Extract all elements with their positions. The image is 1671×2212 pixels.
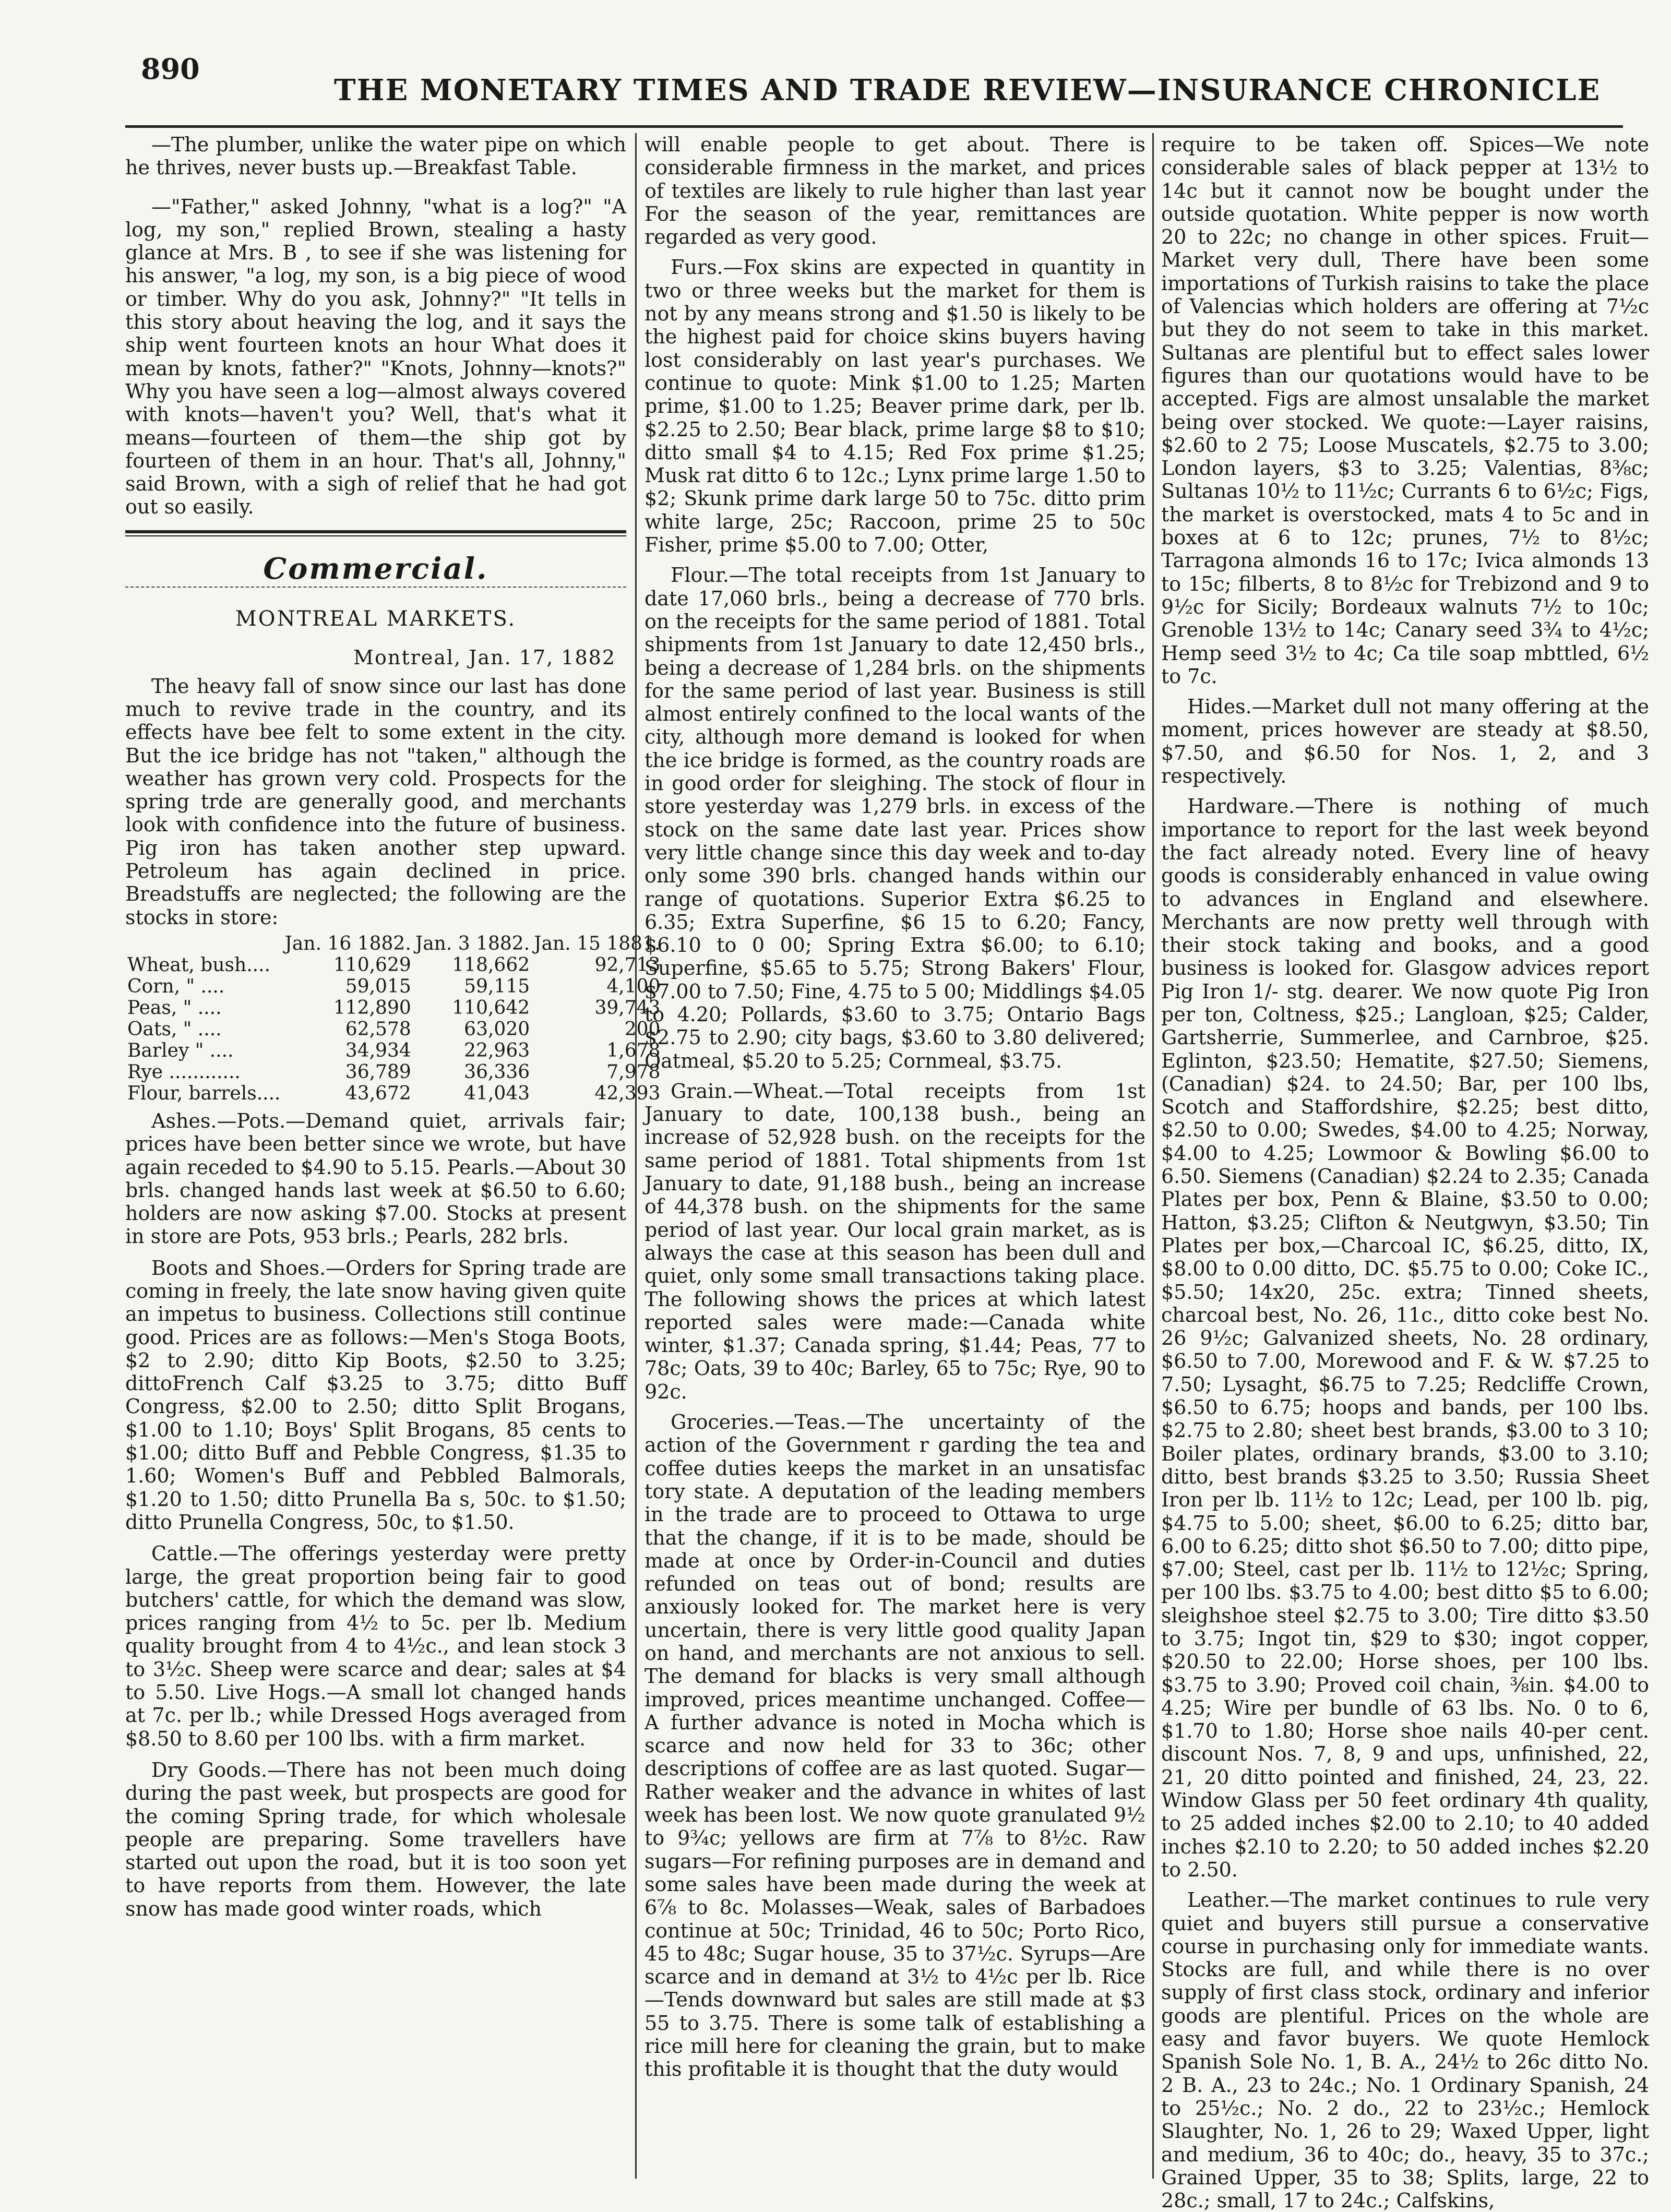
table-cell: 4,100 xyxy=(606,975,661,997)
table-cell: 22,963 xyxy=(464,1039,530,1061)
paragraph: Flour.—The total receipts from 1st January to date 17,060 brls., being a decrease of 770 brls. on the receipts for the same period of 1881. Total shipments from 1st January to date 12,450 brls., being a decrease of 1,284 brls. on the shipments for the same period of last year. Business is still almost entirely confined to the local wants of the city, although more demand is looked for when the ice bridge is formed, as the country roads are in good order for sleighing. The stock of flour in store yesterday was 1,279 brls. in excess of the stock on the same date last year. Prices show very little change since this day week and to-day only some 390 brls. changed hands within our range of quotations. Superior Extra $6.25 to 6.35; Extra Superfine, $6 15 to 6.20; Fancy, $6.10 to 0 00; Spring Extra $6.00; to 6.10; Superfine, $5.65 to 5.75; Strong Bakers' Flour, $7.00 to 7.50; Fine, 4.75 to 5 00; Middlings $4.05 to 4.20; Pollards, $3.60 to 3.75; Ontario Bags $2.75 to 2.90; city bags, $3.60 to 3.80 delivered; Oatmeal, $5.20 to 5.25; Cornmeal, $3.75. xyxy=(644,564,1145,1072)
table-cell: 7,978 xyxy=(606,1061,661,1083)
dateline: Montreal, Jan. 17, 1882 xyxy=(353,646,616,669)
column-divider xyxy=(1152,133,1154,2179)
table-row xyxy=(125,997,662,1019)
section-title: Commercial. xyxy=(263,551,488,586)
header-rule xyxy=(125,125,1623,128)
paragraph: Ashes.—Pots.—Demand quiet, arrivals fair; prices have been better since we wrote, but have again receded to $4.90 to 5.15. Pearls.—About 30 brls. changed hands last week at $6.50 to 6.60; holders are now asking $7.00. Stocks at present in store are Pots, 953 brls.; Pearls, 282 brls. xyxy=(125,1109,626,1248)
table-cell: 92,713 xyxy=(594,954,661,976)
paragraph: Leather.—The market continues to rule very quiet and buyers still pursue a conservative course in purchasing only for immediate wants. Stocks are full, and while there is no over supply of first class stock, ordinary and inferior goods are plentiful. Prices on the whole are easy and favor buyers. We quote Hemlock Spanish Sole No. 1, B. A., 24½ to 26c ditto No. 2 B. A., 23 to 24c.; No. 1 Ordinary Spanish, 24 to 25½c.; No. 2 do., 22 to 23½c.; Hemlock Slaughter, No. 1, 26 to 29; Waxed Upper, light and medium, 36 to 40c; do., heavy, 35 to 37c.; Grained Upper, 35 to 38; Splits, large, 22 to 28c.; small, 17 to 24c.; Calfskins, xyxy=(1161,1888,1649,2212)
paragraph: Hardware.—There is nothing of much importance to report for the last week beyond the fact already noted. Every line of heavy goods is considerably enhanced in value owing to advances in England and elsewhere. Merchants are now pretty well through with their stock taking and books, and a good business is looked for. Glasgow advices report Pig Iron 1/- stg. dearer. We now quote Pig Iron per ton, Coltness, $25.; Langloan, $25; Calder, Gartsherrie, Summerlee, and Carnbroe, $25. Eglinton, $23.50; Hematite, $27.50; Siemens, (Canadian) $24. to 24.50; Bar, per 100 lbs, Scotch and Staffordshire, $2.25; best ditto, $2.50 to 0.00; Swedes, $4.00 to 4.25; Norway, $4.00 to 4.25; Lowmoor & Bowling $6.00 to 6.50. Siemens (Canadian) $2.24 to 2.35; Canada Plates per box, Penn & Blaine, $3.50 to 0.00; Hatton, $3.25; Clifton & Neutgwyn, $3.50; Tin Plates per box,—Charcoal IC, $6.25, ditto, IX, $8.00 to 0.00 ditto, DC. $5.75 to 0.00; Coke IC., $5.50; 14x20, 25c. extra; Tinned sheets, charcoal best, No. 26, 11c., ditto coke best No. 26 9½c; Galvanized sheets, No. 28 ordinary, $6.50 to 7.00, Morewood and F. & W. $7.25 to 7.50; Lysaght, $6.75 to 7.25; Redcliffe Crown, $6.50 to 6.75; hoops and bands, per 100 lbs. $2.75 to 2.80; sheet best brands, $3.00 to 3 10; Boiler plates, ordinary brands, $3.00 to 3.10; ditto, best brands $3.25 to 3.50; Russia Sheet Iron per lb. 11½ to 12c; Lead, per 100 lb. pig, $4.75 to 5.00; sheet, $6.00 to 6.25; ditto bar, 6.00 to 6.25; ditto shot $6.50 to 7.00; ditto pipe, $7.00; Steel, cast per lb. 11½ to 12½c; Spring, per 100 lbs. $3.75 to 4.00; best ditto $5 to 6.00; sleighshoe steel $2.75 to 3.00; Tire ditto $3.50 to 3.75; Ingot tin, $29 to $30; ingot copper, $20.50 to 22.00; Horse shoes, per 100 lbs. $3.75 to 3.90; Proved coil chain, ⅜in. $4.00 to 4.25; Wire per bundle of 63 lbs. No. 0 to 6, $1.70 to 1.80; Horse shoe nails 40-per cent. discount Nos. 7, 8, 9 and ups, unfinished, 22, 21, 20 ditto pointed and finished, 24, 23, 22. Window Glass per 50 feet ordinary 4th quality, to 25 added inches $2.00 to 2.10; to 40 added inches $2.10 to 2.20; to 50 added inches $2.20 to 2.50. xyxy=(1161,795,1649,1881)
table-header-cell: Jan. 15 1881. xyxy=(534,932,661,954)
paragraph: will enable people to get about. There is considerable firmness in the market, and prices of textiles are likely to rule higher than last year For the season of the year, remittances are regarded as very good. xyxy=(644,133,1145,249)
table-cell: 42,393 xyxy=(594,1082,661,1104)
paragraph: require to be taken off. Spices—We note considerable sales of black pepper at 13½ to 14c but it cannot now be bought under the outside quotation. White pepper is now worth 20 to 22c; no change in other spices. Fruit—Market very dull, There have been some importations of Turkish raisins to take the place of Valencias which holders are offering at 7½c but they do not seem to take in this market. Sultanas are plentiful but to effect sales lower figures than our quotations would have to be accepted. Figs are almost unsalable the market being over stocked. We quote:—Layer raisins, $2.60 to 2 75; Loose Muscatels, $2.75 to 3.00; London layers, $3 to 3.25; Valentias, 8⅜c; Sultanas 10½ to 11½c; Currants 6 to 6½c; Figs, the market is overstocked, mats 4 to 5c and in boxes at 6 to 12c; prunes, 7½ to 8½c; Tarragona almonds 16 to 17c; Ivica almonds 13 to 15c; filberts, 8 to 8½c for Trebizond and 9 to 9½c for Sicily; Bordeaux walnuts 7½ to 10c; Grenoble 13½ to 14c; Canary seed 3¾ to 4½c; Hemp seed 3½ to 4c; Ca tile soap mbttled, 6½ to 7c. xyxy=(1161,133,1649,688)
table-cell: 62,578 xyxy=(345,1018,411,1040)
table-cell: 39,743 xyxy=(594,997,661,1019)
table-row xyxy=(125,1061,662,1083)
table-header-cell: Jan. 16 1882. xyxy=(284,932,411,954)
table-cell: 36,336 xyxy=(464,1061,530,1083)
table-cell: Flour, barrels.... xyxy=(127,1082,281,1104)
table-header-cell: Jan. 3 1882. xyxy=(415,932,530,954)
table-cell: 59,015 xyxy=(345,975,411,997)
column-1 xyxy=(125,133,661,2184)
table-cell: Barley " .... xyxy=(127,1039,234,1061)
column-divider xyxy=(635,133,637,2179)
paragraph: Grain.—Wheat.—Total receipts from 1st January to date, 100,138 bush., being an increase of 52,928 bush. on the receipts for the same period of 1881. Total shipments from 1st January to date, 91,188 bush., being an increase of 44,378 bush. on the shipments for the same period of last year. Our local grain market, as is always the case at this season has been dull and quiet, only some small transactions taking place. The following shows the prices at which latest reported sales were made:—Canada white winter, $1.37; Canada spring, $1.44; Peas, 77 to 78c; Oats, 39 to 40c; Barley, 65 to 75c; Rye, 90 to 92c. xyxy=(644,1079,1145,1403)
stocks-table xyxy=(125,933,662,1104)
table-cell: 1,678 xyxy=(606,1039,661,1061)
table-cell: 43,672 xyxy=(345,1082,411,1104)
paragraph: Boots and Shoes.—Orders for Spring trade are coming in freely, the late snow having given quite an impetus to business. Collections still continue good. Prices are as follows:—Men's Stoga Boots, $2 to 2.90; ditto Kip Boots, $2.50 to 3.25; dittoFrench Calf $3.25 to 3.75; ditto Buff Congress, $2.00 to 2.50; ditto Split Brogans, $1.00 to 1.10; Boys' Split Brogans, 85 cents to $1.00; ditto Buff and Pebble Congress, $1.35 to 1.60; Women's Buff and Pebbled Balmorals, $1.20 to 1.50; ditto Prunella Ba s, 50c. to $1.50; ditto Prunella Congress, 50c, to $1.50. xyxy=(125,1256,626,1534)
paragraph: —The plumber, unlike the water pipe on which he thrives, never busts up.—Breakfast Table. xyxy=(125,133,626,180)
paragraph: The heavy fall of snow since our last has done much to revive trade in the country, and its effects have bee felt to some extent in the city. But the ice bridge has not "taken," although the weather has grown very cold. Prospects for the spring trde are generally good, and merchants look with confidence into the future of business. Pig iron has taken another step upward. Petroleum has again declined in price. Breadstuffs are neglected; the following are the stocks in store: xyxy=(125,674,626,929)
article-subhead: MONTREAL MARKETS. xyxy=(235,607,517,631)
ornamental-rule xyxy=(125,587,626,593)
table-cell: 36,789 xyxy=(345,1061,411,1083)
page-header xyxy=(125,52,1623,115)
masthead-title: THE MONETARY TIMES AND TRADE REVIEW—INSURANCE CHRONICLE xyxy=(334,73,1601,107)
table-cell: Peas, " .... xyxy=(127,997,222,1019)
table-cell: 63,020 xyxy=(464,1018,530,1040)
table-header-cell xyxy=(125,933,282,954)
table-cell: 110,629 xyxy=(333,954,411,976)
section-rule xyxy=(125,535,626,536)
section-rule xyxy=(125,530,626,533)
paragraph: Dry Goods.—There has not been much doing during the past week, but prospects are good for the coming Spring trade, for which wholesale people are preparing. Some travellers have started out upon the road, but it is too soon yet to have reports from them. However, the late snow has made good winter roads, which xyxy=(125,1758,626,1920)
table-cell: Oats, " .... xyxy=(127,1018,222,1040)
table-cell: 34,934 xyxy=(345,1039,411,1061)
table-row xyxy=(125,954,662,976)
table-cell: Corn, " .... xyxy=(127,975,225,997)
table-header-row xyxy=(125,933,662,954)
table-cell: Rye ............ xyxy=(127,1061,241,1083)
table-cell: 59,115 xyxy=(464,975,530,997)
column-2 xyxy=(644,133,1145,2184)
table-cell: 112,890 xyxy=(333,997,411,1019)
table-row xyxy=(125,976,662,997)
table-cell: 200 xyxy=(624,1018,661,1040)
column-3 xyxy=(1161,133,1649,2212)
table-cell: 41,043 xyxy=(464,1082,530,1104)
table-row xyxy=(125,1040,662,1061)
paragraph: Hides.—Market dull not many offering at the moment, prices however are steady at $8.50, $7.50, and $6.50 for Nos. 1, 2, and 3 respectively. xyxy=(1161,695,1649,788)
paragraph: Cattle.—The offerings yesterday were pretty large, the great proportion being fair to good butchers' cattle, for which the demand was slow, prices ranging from 4½ to 5c. per lb. Medium quality brought from 4 to 4½c., and lean stock 3 to 3½c. Sheep were scarce and dear; sales at $4 to 5.50. Live Hogs.—A small lot changed hands at 7c. per lb.; while Dressed Hogs averaged from $8.50 to 8.60 per 100 lbs. with a firm market. xyxy=(125,1542,626,1750)
table-row xyxy=(125,1083,662,1104)
paragraph: Furs.—Fox skins are expected in quantity in two or three weeks but the market for them is not by any means strong and $1.50 is likely to be the highest paid for choice skins buyers having lost considerably on last year's purchases. We continue to quote: Mink $1.00 to 1.25; Marten prime, $1.00 to 1.25; Beaver prime dark, per lb. $2.25 to 2.50; Bear black, prime large $8 to $10; ditto small $4 to 4.15; Red Fox prime $1.25; Musk rat ditto 6 to 12c.; Lynx prime large 1.50 to $2; Skunk prime dark large 50 to 75c. ditto prim white large, 25c; Raccoon, prime 25 to 50c Fisher, prime $5.00 to 7.00; Otter, xyxy=(644,256,1145,557)
table-cell: Wheat, bush.... xyxy=(127,954,270,976)
page-number: 890 xyxy=(141,52,200,86)
paragraph: —"Father," asked Johnny, "what is a log?" "A log, my son," replied Brown, stealing a hasty glance at Mrs. B , to see if she was listening for his answer, "a log, my son, is a big piece of wood or timber. Why do you ask, Johnny?" "It tells in this story about heaving the log, and it says the ship went fourteen knots an hour What does it mean by knots, father?" "Knots, Johnny—knots?" Why you have seen a log—almost always covered with knots—haven't you? Well, that's what it means—fourteen of them—the ship got by fourteen of them in an hour. That's all, Johnny," said Brown, with a sigh of relief that he had got out so easily. xyxy=(125,195,626,519)
table-row xyxy=(125,1019,662,1040)
table-cell: 118,662 xyxy=(452,954,530,976)
paragraph: Groceries.—Teas.—The uncertainty of the action of the Government r garding the tea and coffee duties keeps the market in an unsatisfac tory state. A deputation of the leading members in the trade are to proceed to Ottawa to urge that the change, if it is to be made, should be made at once by Order-in-Council and duties refunded on teas out of bond; results are anxiously looked for. The market here is very uncertain, there is very little good quality Japan on hand, and merchants are not anxious to sell. The demand for blacks is very small although improved, prices meantime unchanged. Coffee—A further advance is noted in Mocha which is scarce and now held for 33 to 36c; other descriptions of coffee are as last quoted. Sugar—Rather weaker and the advance in whites of last week has been lost. We now quote granulated 9½ to 9¾c; yellows are firm at 7⅞ to 8½c. Raw sugars—For refining purposes are in demand and some sales have been made during the week at 6⅞ to 8c. Molasses—Weak, sales of Barbadoes continue at 50c; Trinidad, 46 to 50c; Porto Rico, 45 to 48c; Sugar house, 35 to 37½c. Syrups—Are scarce and in demand at 3½ to 4½c per lb. Rice—Tends downward but sales are still made at $3 55 to 3.75. There is some talk of establishing a rice mill here for cleaning the grain, but to make this profitable it is thought that the duty would xyxy=(644,1410,1145,2081)
table-cell: 110,642 xyxy=(452,997,530,1019)
